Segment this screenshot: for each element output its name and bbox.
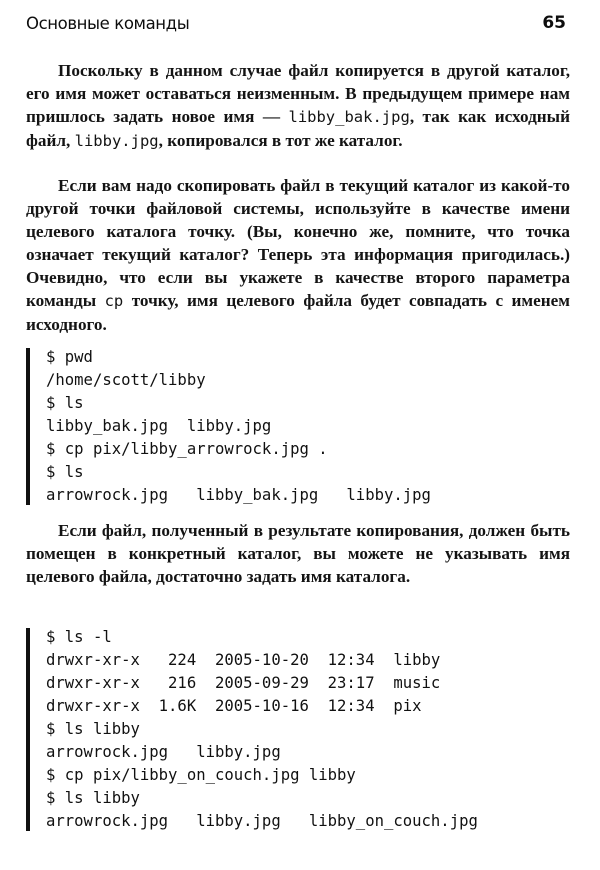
code-line: /home/scott/libby bbox=[46, 371, 206, 389]
code-line: $ cp pix/libby_on_couch.jpg libby bbox=[46, 766, 356, 784]
code-line: $ cp pix/libby_arrowrock.jpg . bbox=[46, 440, 328, 458]
code-line: $ ls bbox=[46, 394, 84, 412]
page-number: 65 bbox=[542, 13, 566, 33]
paragraph-text: , копировался в тот же каталог. bbox=[158, 131, 403, 150]
paragraph-text: Поскольку в данном случае файл копируется в другой каталог, его имя может оставаться неизменным. В предыдущем примере нам пришлось задать новое имя — bbox=[26, 61, 570, 126]
code-block-1 bbox=[26, 346, 570, 507]
paragraph-text: Если файл, полученный в результате копирования, должен быть помещен в конкретный каталог, вы можете не указывать имя целевого файла, достаточно задать имя каталога. bbox=[26, 521, 570, 586]
code-line: $ ls bbox=[46, 463, 84, 481]
paragraph-1 bbox=[26, 59, 570, 153]
code-line: $ ls libby bbox=[46, 720, 140, 738]
code-line: $ pwd bbox=[46, 348, 93, 366]
paragraph-text: Если вам надо скопировать файл в текущий каталог из какой-то другой точки файловой системы, используйте в качестве имени целевого каталога точку. (Вы, конечно же, помните, что точка означает текущий каталог? Теперь эта информация пригодилась.) Очевидно, что если вы укажете в качестве второго параметра команды bbox=[26, 176, 570, 310]
code-line: drwxr-xr-x 216 2005-09-29 23:17 music bbox=[46, 674, 441, 692]
code-line: $ ls libby bbox=[46, 789, 140, 807]
code-line: arrowrock.jpg libby.jpg bbox=[46, 743, 281, 761]
code-line: arrowrock.jpg libby.jpg libby_on_couch.jpg bbox=[46, 812, 478, 830]
code-line: libby_bak.jpg libby.jpg bbox=[46, 417, 272, 435]
running-header bbox=[26, 8, 566, 38]
paragraph-text: , так как исходный файл, bbox=[26, 107, 570, 150]
paragraph-text: точку, имя целевого файла будет совпадать с именем исходного. bbox=[26, 291, 570, 334]
chapter-title: Основные команды bbox=[26, 13, 190, 33]
code-block-bar bbox=[26, 348, 30, 505]
code-block-2 bbox=[26, 626, 570, 833]
code-line: $ ls -l bbox=[46, 628, 112, 646]
code-line: arrowrock.jpg libby_bak.jpg libby.jpg bbox=[46, 486, 431, 504]
paragraph-3 bbox=[26, 519, 570, 588]
code-line: drwxr-xr-x 1.6K 2005-10-16 12:34 pix bbox=[46, 697, 422, 715]
inline-code-filename: libby_bak.jpg bbox=[288, 108, 410, 126]
paragraph-2 bbox=[26, 174, 570, 336]
inline-code-filename: libby.jpg bbox=[74, 132, 159, 150]
code-block-bar bbox=[26, 628, 30, 831]
inline-code-command: cp bbox=[104, 292, 124, 310]
code-line: drwxr-xr-x 224 2005-10-20 12:34 libby bbox=[46, 651, 441, 669]
